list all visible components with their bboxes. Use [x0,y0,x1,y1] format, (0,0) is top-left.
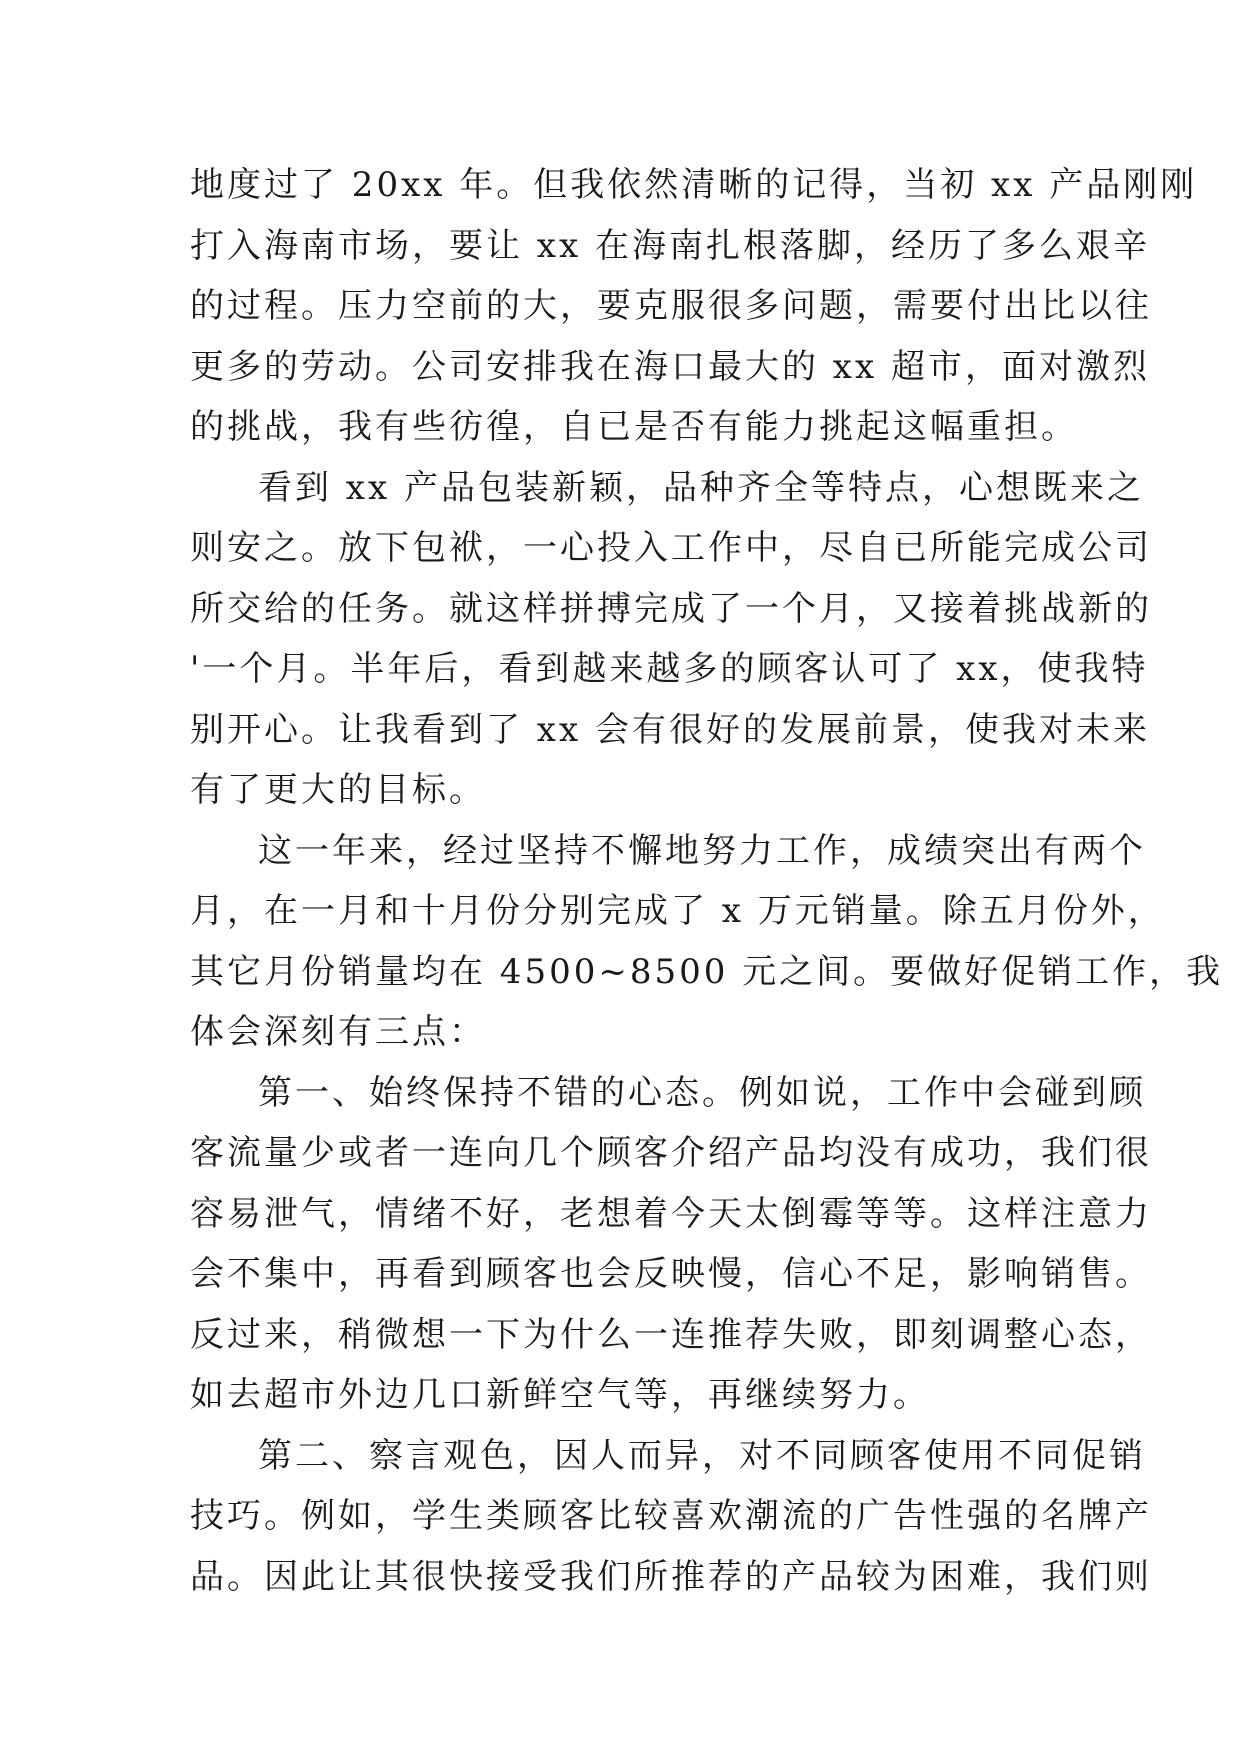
text-line: '一个月。半年后，看到越来越多的顾客认可了 xx，使我特 [190,649,1149,689]
text-line: 反过来，稍微想一下为什么一连推荐失败，即刻调整心态， [190,1314,1152,1355]
text-line: 其它月份销量均在 4500~8500 元之间。要做好促销工作，我 [190,951,1224,992]
text-line: 技巧。例如，学生类顾客比较喜欢潮流的广告性强的名牌产 [190,1496,1152,1536]
text-line: 别开心。让我看到了 xx 会有很好的发展前景，使我对未来 [190,709,1150,750]
paragraph-first-line: 看到 xx 产品包装新颖，品种齐全等特点，心想既来之 [258,467,1144,508]
text-line: 地度过了 20xx 年。但我依然清晰的记得，当初 xx 产品刚刚 [190,165,1198,205]
text-line: 容易泄气，情绪不好，老想着今天太倒霉等等。这样注意力 [190,1193,1152,1234]
text-line: 会不集中，再看到顾客也会反映慢，信心不足，影响销售。 [190,1254,1152,1294]
text-line: 的过程。压力空前的大，要克服很多问题，需要付出比以往 [190,286,1152,326]
text-line: 月，在一月和十月份分别完成了 x 万元销量。除五月份外， [190,891,1165,931]
text-line: 体会深刻有三点： [190,1012,486,1052]
document-body-text [190,155,1224,1607]
text-line: 如去超市外边几口新鲜空气等，再继续努力。 [190,1375,930,1415]
text-line: 有了更大的目标。 [190,770,486,810]
text-line: 所交给的任务。就这样拼搏完成了一个月，又接着挑战新的 [190,588,1152,629]
text-line: 则安之。放下包袱，一心投入工作中，尽自已所能完成公司 [190,528,1152,568]
text-line: 品。因此让其很快接受我们所推荐的产品较为困难，我们则 [190,1556,1152,1597]
text-line: 打入海南市场，要让 xx 在海南扎根落脚，经历了多么艰辛 [190,225,1150,266]
paragraph-first-line: 第一、始终保持不错的心态。例如说，工作中会碰到顾 [258,1072,1146,1113]
text-line: 更多的劳动。公司安排我在海口最大的 xx 超市，面对激烈 [190,346,1150,387]
text-line: 客流量少或者一连向几个顾客介绍产品均没有成功，我们很 [190,1133,1152,1173]
paragraph-first-line: 第二、察言观色，因人而异，对不同顾客使用不同促销 [258,1435,1146,1476]
paragraph-first-line: 这一年来，经过坚持不懈地努力工作，成绩突出有两个 [258,830,1146,871]
text-line: 的挑战，我有些彷徨，自已是否有能力挑起这幅重担。 [190,407,1078,447]
